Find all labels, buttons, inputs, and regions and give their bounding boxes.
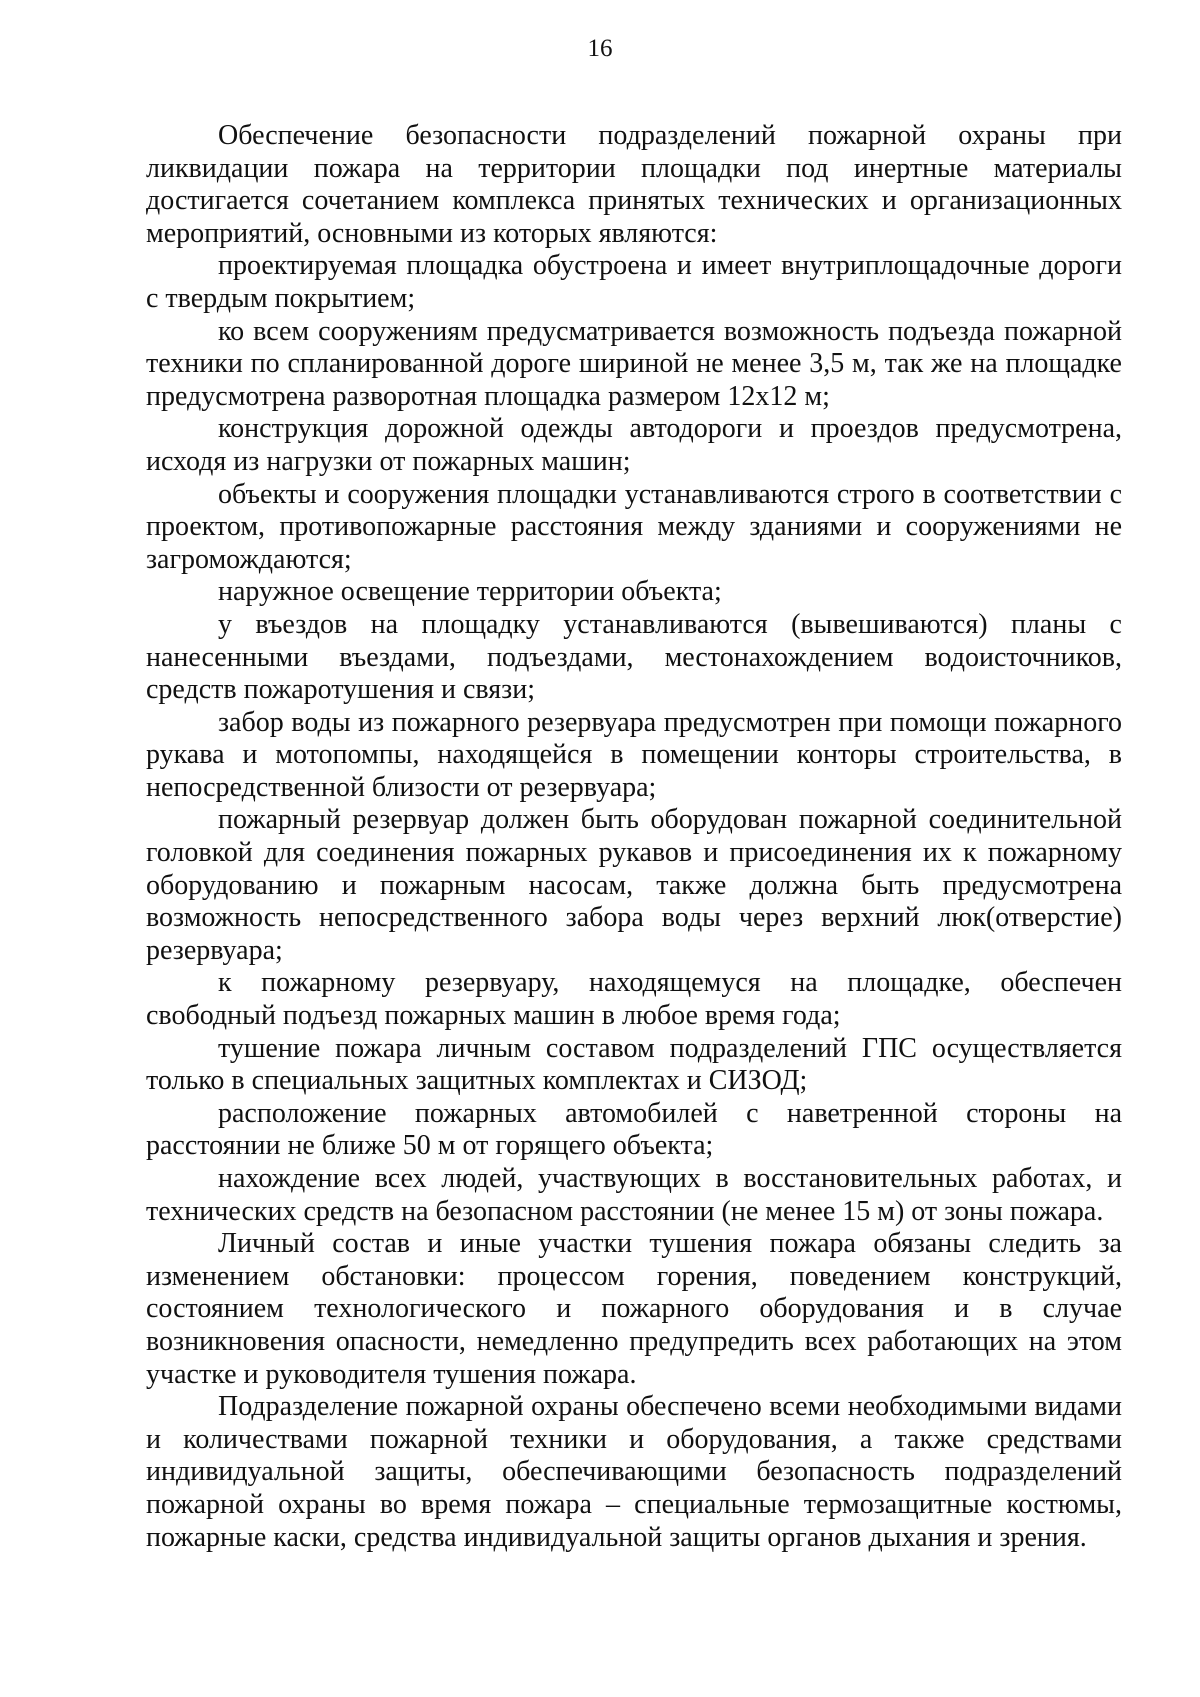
paragraph: расположение пожарных автомобилей с наветренной стороны на расстоянии не ближе 50 м от горящего объекта;: [146, 1097, 1122, 1162]
paragraph: нахождение всех людей, участвующих в восстановительных работах, и технических средств на безопасном расстоянии (не менее 15 м) от зоны пожара.: [146, 1163, 1122, 1227]
paragraph: конструкция дорожной одежды автодороги и проездов предусмотрена, исходя из нагрузки от пожарных машин;: [146, 413, 1122, 477]
paragraph: забор воды из пожарного резервуара предусмотрен при помощи пожарного рукава и мотопомпы, находящейся в помещении конторы строительства, в непосредственной близости от резервуара;: [146, 706, 1122, 803]
document-body: [146, 120, 1122, 1554]
paragraph: Обеспечение безопасности подразделений пожарной охраны при ликвидации пожара на территории площадки под инертные материалы достигается сочетанием комплекса принятых технических и организационных мероприятий, основными из которых являются:: [146, 120, 1122, 249]
paragraph: объекты и сооружения площадки устанавливаются строго в соответствии с проектом, противопожарные расстояния между зданиями и сооружениями не загромождаются;: [146, 478, 1122, 575]
paragraph: тушение пожара личным составом подразделений ГПС осуществляется только в специальных защитных комплектах и СИЗОД;: [146, 1032, 1122, 1097]
paragraph: ко всем сооружениям предусматривается возможность подъезда пожарной техники по спланированной дороге шириной не менее 3,5 м, так же на площадке предусмотрена разворотная площадка размером 12х12 м;: [146, 315, 1122, 412]
paragraph: Подразделение пожарной охраны обеспечено всеми необходимыми видами и количествами пожарной техники и оборудования, а также средствами индивидуальной защиты, обеспечивающими безопасность подразделений пожарной охраны во время пожара – специальные термозащитные костюмы, пожарные каски, средства индивидуальной защиты органов дыхания и зрения.: [146, 1391, 1122, 1553]
paragraph: Личный состав и иные участки тушения пожара обязаны следить за изменением обстановки: процессом горения, поведением конструкций, состоянием технологического и пожарного оборудования и в случае возникновения опасности, немедленно предупредить всех работающих на этом участке и руководителя тушения пожара.: [146, 1228, 1122, 1390]
paragraph: пожарный резервуар должен быть оборудован пожарной соединительной головкой для соединения пожарных рукавов и присоединения их к пожарному оборудованию и пожарным насосам, также должна быть предусмотрена возможность непосредственного забора воды через верхний люк(отверстие) резервуара;: [146, 804, 1122, 966]
paragraph: проектируемая площадка обустроена и имеет внутриплощадочные дороги с твердым покрытием;: [146, 250, 1122, 314]
paragraph: у въездов на площадку устанавливаются (вывешиваются) планы с нанесенными въездами, подъездами, местонахождением водоисточников, средств пожаротушения и связи;: [146, 608, 1122, 706]
paragraph: к пожарному резервуару, находящемуся на площадке, обеспечен свободный подъезд пожарных машин в любое время года;: [146, 967, 1122, 1032]
paragraph: наружное освещение территории объекта;: [218, 576, 722, 608]
page-number: 16: [587, 35, 613, 62]
